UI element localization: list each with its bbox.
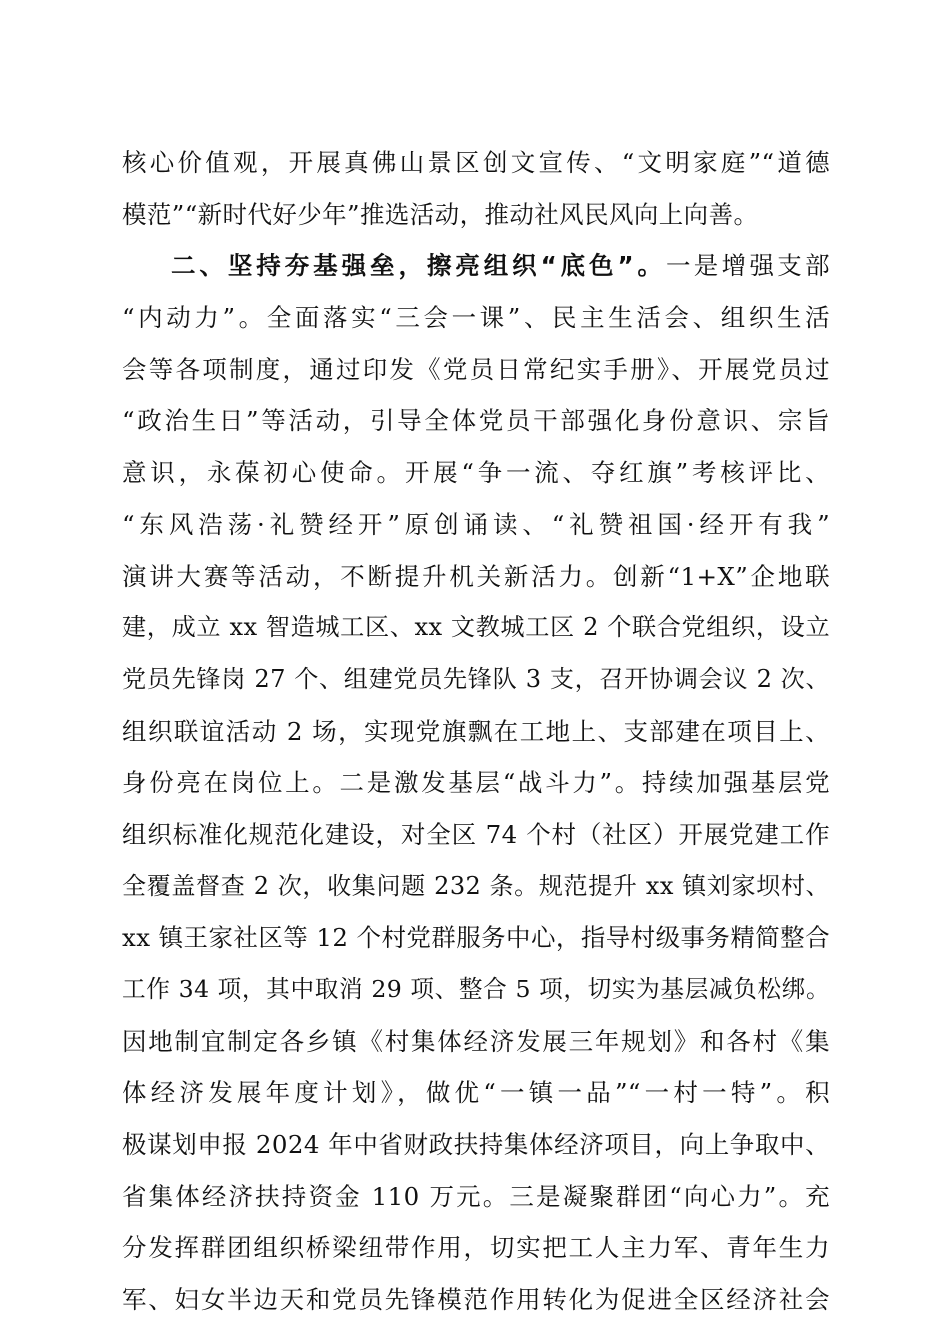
text-line: 极谋划申报 2024 年中省财政扶持集体经济项目，向上争取中、 [122, 1130, 830, 1160]
text-line: 组织标准化规范化建设，对全区 74 个村（社区）开展党建工作 [122, 819, 830, 849]
text-line: 演讲大赛等活动，不断提升机关新活力。创新“1+X”企地联 [122, 561, 830, 591]
text-line: 省集体经济扶持资金 110 万元。三是凝聚群团“向心力”。充 [122, 1181, 830, 1211]
text-line: 工作 34 项，其中取消 29 项、整合 5 项，切实为基层减负松绑。 [122, 975, 830, 1003]
section-heading-line [122, 240, 830, 292]
text-line: 体经济发展年度计划》，做优“一镇一品”“一村一特”。积 [122, 1078, 830, 1108]
text-line: 全覆盖督查 2 次，收集问题 232 条。规范提升 xx 镇刘家坝村、 [122, 871, 830, 900]
text-line: 会等各项制度，通过印发《党员日常纪实手册》、开展党员过 [122, 354, 830, 384]
text-line: 建，成立 xx 智造城工区、xx 文教城工区 2 个联合党组织，设立 [122, 613, 830, 642]
text-line: xx 镇王家社区等 12 个村党群服务中心，指导村级事务精简整合 [122, 923, 830, 953]
text-line: “政治生日”等活动，引导全体党员干部强化身份意识、宗旨 [122, 406, 830, 436]
paragraph-organization [122, 240, 830, 1325]
text-line: 军、妇女半边天和党员先锋模范作用转化为促进全区经济社会 [122, 1285, 830, 1315]
text-line: 核心价值观，开展真佛山景区创文宣传、“文明家庭”“道德 [122, 148, 830, 177]
text-line: 意识，永葆初心使命。开展“争一流、夺红旗”考核评比、 [122, 458, 830, 488]
text-fragment: 一是增强支部 [665, 251, 831, 281]
text-line: 模范”“新时代好少年”推选活动，推动社风民风向上向善。 [122, 199, 759, 229]
section-heading: 二、坚持夯基强垒，擦亮组织“底色”。 [171, 251, 666, 281]
text-line: 组织联谊活动 2 场，实现党旗飘在工地上、支部建在项目上、 [122, 716, 830, 746]
text-line: “东风浩荡·礼赞经开”原创诵读、“礼赞祖国·经开有我” [122, 509, 830, 539]
document-body [122, 137, 830, 1326]
text-line: 分发挥群团组织桥梁纽带作用，切实把工人主力军、青年生力 [122, 1233, 830, 1263]
text-line: “内动力”。全面落实“三会一课”、民主生活会、组织生活 [122, 303, 830, 333]
text-line: 党员先锋岗 27 个、组建党员先锋队 3 支，召开协调会议 2 次、 [122, 664, 830, 693]
text-line: 身份亮在岗位上。二是激发基层“战斗力”。持续加强基层党 [122, 768, 830, 798]
text-line: 因地制宜制定各乡镇《村集体经济发展三年规划》和各村《集 [122, 1026, 830, 1056]
paragraph-core-values [122, 137, 830, 240]
